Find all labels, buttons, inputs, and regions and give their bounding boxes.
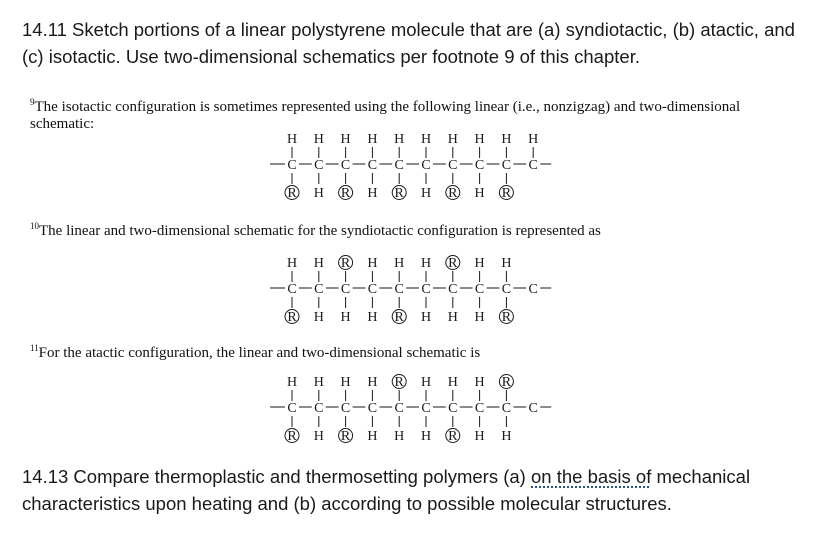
carbon-atom: C [314, 282, 324, 297]
carbon-atom: C [421, 282, 431, 297]
upper-substituent: H [340, 132, 351, 147]
carbon-atom: C [314, 401, 324, 416]
carbon-atom: C [474, 401, 485, 416]
carbon-atom: C [448, 158, 458, 173]
carbon-atom: C [287, 282, 297, 297]
upper-substituent: H [474, 256, 485, 271]
lower-substituent: H [340, 310, 351, 325]
upper-substituent: H [286, 256, 298, 271]
upper-substituent: H [501, 256, 512, 271]
upper-substituent: R [340, 256, 351, 271]
lower-substituent: H [394, 429, 405, 444]
upper-substituent: H [420, 256, 432, 271]
carbon-atom: C [367, 282, 378, 297]
question-14-13 [22, 463, 812, 517]
lower-substituent: H [313, 310, 324, 325]
lower-substituent: H [420, 186, 432, 201]
upper-substituent: H [394, 132, 405, 147]
upper-substituent: H [447, 375, 458, 390]
lower-substituent: H [447, 310, 458, 325]
carbon-atom: C [367, 401, 378, 416]
lower-substituent: R [394, 310, 404, 325]
lower-substituent: H [420, 429, 432, 444]
footnote-9 [30, 99, 800, 133]
lower-substituent: H [367, 310, 378, 325]
upper-substituent: H [394, 256, 405, 271]
upper-substituent: R [448, 256, 458, 271]
upper-substituent: H [528, 132, 539, 147]
footnote-9-text: The isotactic configuration is sometimes represented using the following linear (i.e., nonzigzag) and two-dimensional schematic: [30, 99, 741, 132]
footnote-11 [30, 345, 800, 362]
upper-substituent: H [313, 132, 324, 147]
carbon-atom: C [528, 158, 538, 173]
spelling-flag-phrase: on the basis of [531, 466, 652, 487]
lower-substituent: R [340, 429, 351, 444]
upper-substituent: H [286, 132, 298, 147]
upper-substituent: H [313, 256, 324, 271]
footnote-10-text: The linear and two-dimensional schematic for the syndiotactic configuration is represented as [39, 223, 601, 239]
carbon-atom: C [528, 282, 538, 297]
carbon-atom: C [314, 158, 324, 173]
carbon-atom: C [287, 401, 297, 416]
lower-substituent: R [394, 186, 404, 201]
upper-substituent: H [447, 132, 458, 147]
lower-substituent: H [313, 429, 324, 444]
carbon-atom: C [421, 401, 431, 416]
carbon-atom: C [394, 401, 404, 416]
lower-substituent: R [448, 429, 458, 444]
lower-substituent: H [474, 310, 485, 325]
lower-substituent: R [287, 429, 297, 444]
upper-substituent: H [313, 375, 324, 390]
carbon-atom: C [340, 282, 351, 297]
question-14-13-line-2: characteristics upon heating and (b) according to possible molecular structures. [22, 493, 672, 514]
upper-substituent: H [420, 375, 432, 390]
question-14-11 [22, 16, 812, 70]
upper-substituent: H [286, 375, 298, 390]
lower-substituent: H [367, 186, 378, 201]
lower-substituent: H [367, 429, 378, 444]
upper-substituent: H [367, 256, 378, 271]
lower-substituent: R [287, 310, 297, 325]
upper-substituent: H [367, 375, 378, 390]
lower-substituent: R [287, 186, 297, 201]
upper-substituent: R [501, 375, 512, 390]
carbon-atom: C [474, 158, 485, 173]
question-14-11-line-1: 14.11 Sketch portions of a linear polystyrene molecule that are (a) syndiotactic, (b) atactic, and [22, 19, 795, 40]
atactic-schematic [0, 374, 822, 450]
lower-substituent: R [340, 186, 351, 201]
upper-substituent: H [367, 132, 378, 147]
upper-substituent: H [474, 132, 485, 147]
question-14-13-line-1-start: 14.13 Compare thermoplastic and thermosetting polymers (a) [22, 466, 531, 487]
carbon-atom: C [448, 401, 458, 416]
upper-substituent: H [501, 132, 512, 147]
footnote-10-number: 10 [30, 221, 39, 231]
carbon-atom: C [340, 158, 351, 173]
footnote-11-text: For the atactic configuration, the linear and two-dimensional schematic is [38, 345, 481, 361]
footnote-11-number: 11 [30, 343, 39, 353]
lower-substituent: H [501, 429, 512, 444]
carbon-atom: C [474, 282, 485, 297]
carbon-atom: C [501, 401, 512, 416]
upper-substituent: R [394, 375, 404, 390]
lower-substituent: R [501, 186, 512, 201]
carbon-atom: C [287, 158, 297, 173]
carbon-atom: C [501, 282, 512, 297]
footnote-10 [30, 223, 800, 240]
upper-substituent: H [340, 375, 351, 390]
question-14-11-line-2: (c) isotactic. Use two-dimensional schematics per footnote 9 of this chapter. [22, 46, 640, 67]
lower-substituent: H [474, 429, 485, 444]
carbon-atom: C [340, 401, 351, 416]
carbon-atom: C [528, 401, 538, 416]
carbon-atom: C [394, 282, 404, 297]
carbon-atom: C [448, 282, 458, 297]
lower-substituent: R [501, 310, 512, 325]
isotactic-schematic [0, 131, 822, 207]
footnote-9-number: 9 [30, 97, 35, 107]
upper-substituent: H [420, 132, 432, 147]
lower-substituent: H [313, 186, 324, 201]
lower-substituent: R [448, 186, 458, 201]
carbon-atom: C [421, 158, 431, 173]
carbon-atom: C [501, 158, 512, 173]
syndiotactic-schematic [0, 255, 822, 331]
carbon-atom: C [367, 158, 378, 173]
question-14-13-line-1-end: mechanical [651, 466, 751, 487]
lower-substituent: H [420, 310, 432, 325]
lower-substituent: H [474, 186, 485, 201]
carbon-atom: C [394, 158, 404, 173]
upper-substituent: H [474, 375, 485, 390]
